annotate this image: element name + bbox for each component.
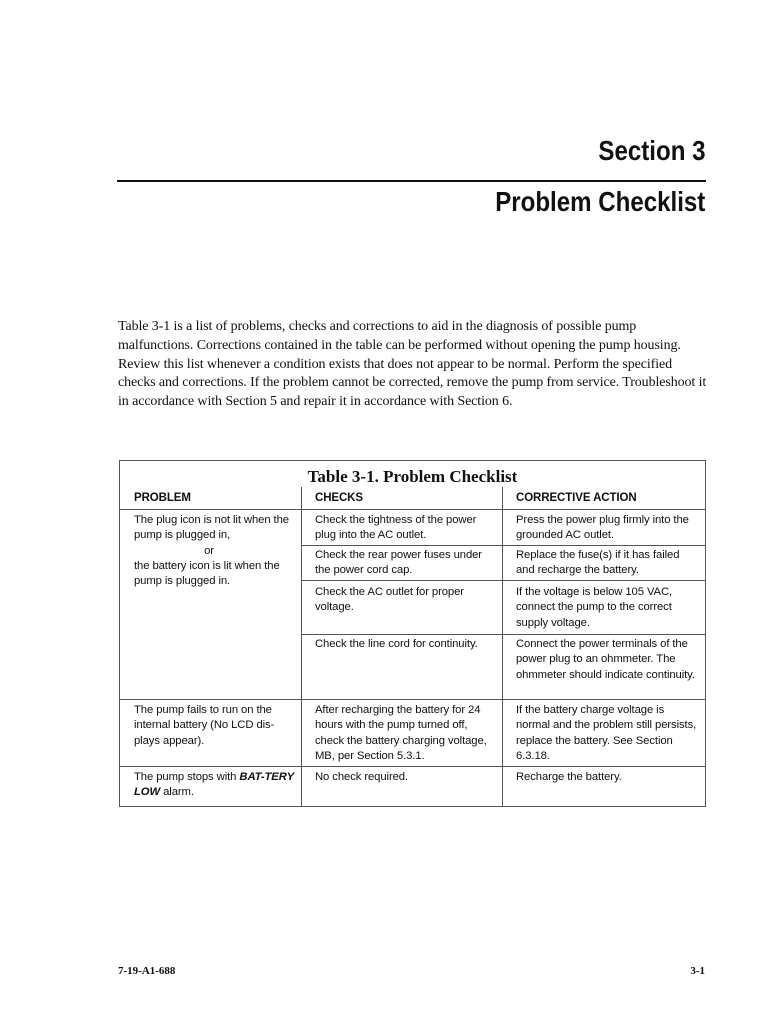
row3-checks: No check required. — [315, 771, 409, 783]
row3-alarm-name: BAT-TERY LOW — [134, 771, 294, 799]
page-title: Problem Checklist — [494, 186, 705, 217]
row1-check-divider-3 — [301, 634, 705, 635]
row1-problem-b: the battery icon is lit when the pump is plugged in. — [134, 559, 280, 588]
row3-problem-prefix: The pump stops with — [134, 771, 237, 783]
row1-action-1: Press the power plug firmly into the grounded AC outlet. — [516, 514, 689, 542]
row1-problem-a: The plug icon is not lit when the pump is plugged in, — [134, 514, 289, 542]
row1-check-2: Check the rear power fuses under the power cord cap. — [315, 549, 482, 577]
intro-paragraph: Table 3-1 is a list of problems, checks and corrections to aid in the diagnosis of possible pump malfunctions. Corrections contained in the table can be performed without opening the pump housing. Review this list whenever a condition exists that does not appear to be normal. Perform the specified checks and corrections. If the problem cannot be corrected, remove the pump from service. Troubleshoot it in accordance with Section 5 and repair it in accordance with Section 6. — [118, 319, 707, 410]
row1-problem — [134, 513, 294, 589]
table-title: Table 3-1. Problem Checklist — [307, 467, 518, 486]
header-problem: PROBLEM — [134, 492, 191, 504]
row3-problem — [134, 770, 298, 801]
row1-action-4: Connect the power terminals of the power plug to an ohmmeter. The ohmmeter should indicate continuity. — [516, 638, 695, 681]
row1-check-divider-2 — [301, 580, 705, 581]
row2-action: If the battery charge voltage is normal and the problem still persists, replace the battery. See Section 6.3.18. — [516, 704, 697, 762]
row1-problem-or: or — [204, 544, 214, 557]
row1-action-2: Replace the fuse(s) if it has failed and recharge the battery. — [516, 549, 680, 577]
row3-action: Recharge the battery. — [516, 771, 622, 783]
row-divider-1 — [120, 699, 705, 700]
row2-problem: The pump fails to run on the internal battery (No LCD dis-plays appear). — [134, 704, 275, 747]
footer-doc-number: 7-19-A1-688 — [118, 965, 176, 977]
header-checks: CHECKS — [315, 492, 363, 504]
row2-checks: After recharging the battery for 24 hours with the pump turned off, check the battery charging voltage, MB, per Section 5.3.1. — [315, 704, 487, 762]
row1-check-1: Check the tightness of the power plug into the AC outlet. — [315, 514, 477, 542]
row1-check-4: Check the line cord for continuity. — [315, 638, 478, 650]
column-divider-2 — [502, 487, 503, 806]
header-corrective-action: CORRECTIVE ACTION — [516, 492, 637, 504]
row3-problem-suffix: alarm. — [163, 786, 194, 799]
row-divider-2 — [120, 766, 705, 767]
row1-check-3: Check the AC outlet for proper voltage. — [315, 586, 464, 614]
row1-check-divider-1 — [301, 545, 705, 546]
title-rule — [117, 180, 706, 182]
footer-page-number: 3-1 — [690, 965, 705, 977]
section-heading: Section 3 — [597, 135, 705, 166]
row1-action-3: If the voltage is below 105 VAC, connect the pump to the correct supply voltage. — [516, 586, 673, 629]
problem-checklist-table — [119, 460, 706, 807]
header-rule — [120, 509, 705, 510]
column-divider-1 — [301, 487, 302, 806]
